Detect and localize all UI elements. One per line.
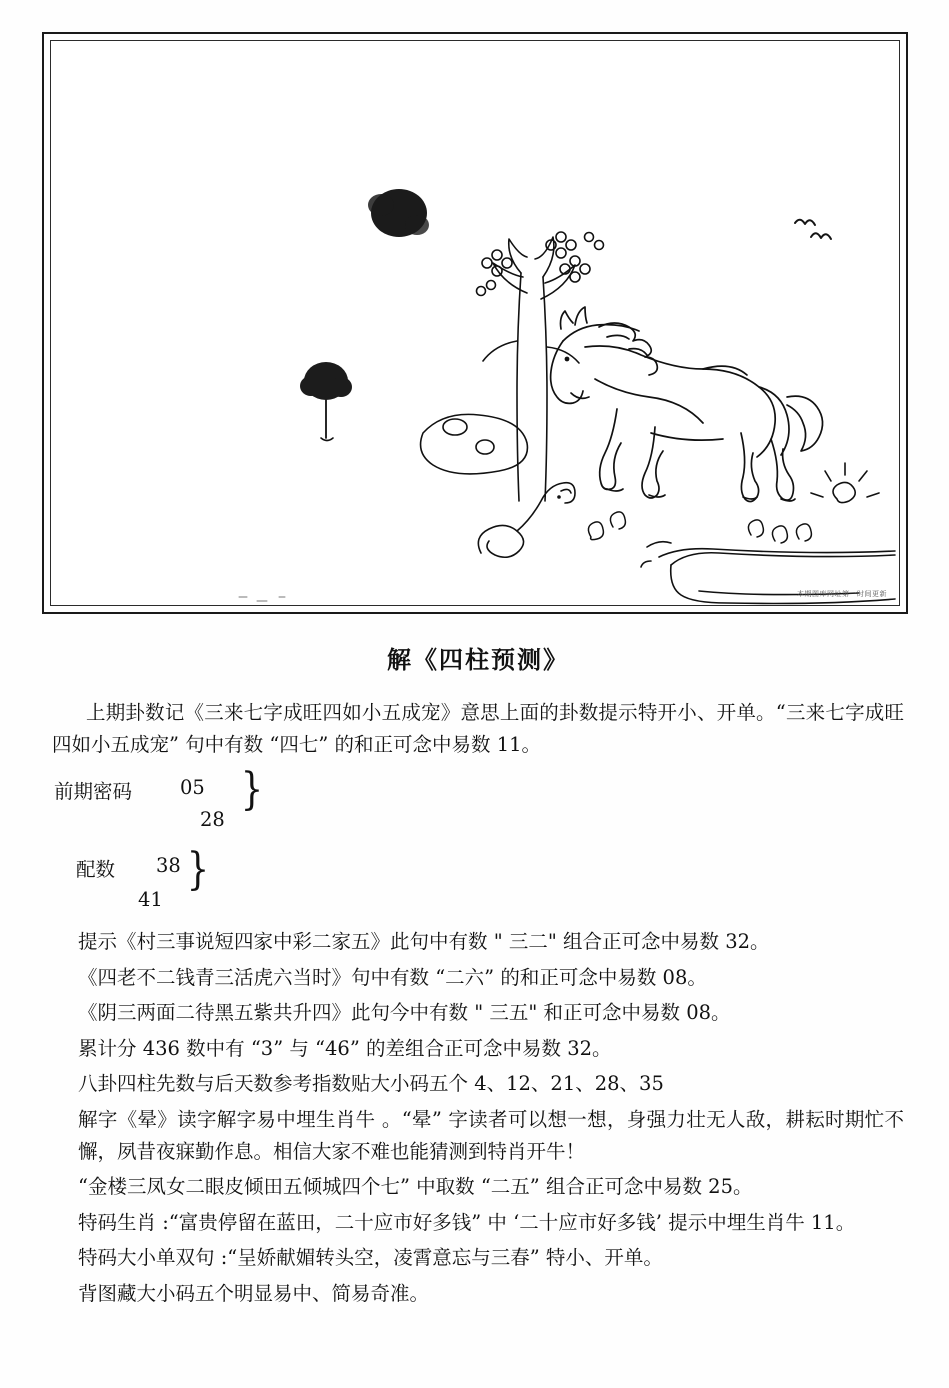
illustration-canvas	[50, 40, 900, 606]
figure-watermark: 本期图库网址第一时间更新	[797, 590, 887, 598]
paragraph-3: 《四老不二钱青三活虎六当时》句中有数 “二六” 的和正可念中易数 08。	[78, 965, 707, 989]
paragraph-2: 提示《村三事说短四家中彩二家五》此句中有数 " 三二" 组合正可念中易数 32。	[78, 930, 770, 954]
grass-sprouts	[588, 512, 811, 543]
cipher-block-pairing	[52, 844, 904, 920]
cipher-label-previous: 前期密码	[54, 780, 133, 804]
paragraph-7: 解字《晕》读字解字易中埋生肖牛 。“晕” 字读者可以想一想，身强力壮无人敌，耕耘时期忙不懈，夙昔夜寐勤作息。相信大家不难也能猜测到特肖开牛！	[78, 1108, 904, 1163]
brace-glyph-previous: }	[240, 764, 264, 816]
burst-icon	[811, 463, 879, 503]
small-tree-icon	[300, 362, 352, 441]
page-title: 解《四柱预测》	[387, 645, 569, 674]
rock-shape	[421, 414, 528, 474]
cipher-number-top-pairing: 38	[156, 854, 181, 878]
cipher-number-bottom-previous: 28	[200, 808, 225, 832]
paragraph-9: 特码生肖 :“富贵停留在蓝田，二十应市好多钱” 中 ‘二十应市好多钱’ 提示中埋生肖牛 11。	[78, 1210, 856, 1234]
paragraph-5: 累计分 436 数中有 “3” 与 “46” 的差组合正可念中易数 32。	[78, 1036, 612, 1060]
snake-figure	[478, 483, 575, 558]
paragraph-1: 上期卦数记《三来七字成旺四如小五成宠》意思上面的卦数提示特开小、开单。“三来七字成旺四如小五成宠” 句中有数 “四七” 的和正可念中易数 11。	[52, 701, 904, 756]
birds-icon	[795, 220, 831, 239]
paragraph-11: 背图藏大小码五个明显易中、简易奇准。	[78, 1281, 430, 1305]
paragraph-4: 《阴三两面二待黑五紫共升四》此句今中有数 " 三五" 和正可念中易数 08。	[78, 1001, 731, 1025]
horse-scene-drawing	[51, 41, 900, 606]
paragraph-8: “金楼三凤女二眼皮倾田五倾城四个七” 中取数 “二五” 组合正可念中易数 25。	[78, 1175, 753, 1199]
ground-speckles	[239, 597, 285, 601]
paragraph-6: 八卦四柱先数与后天数参考指数贴大小码五个 4、12、21、28、35	[78, 1072, 664, 1096]
brace-glyph-pairing: }	[186, 844, 210, 896]
flowering-tree	[477, 232, 604, 501]
cipher-label-pairing: 配数	[76, 858, 116, 882]
dark-blob-icon	[368, 189, 429, 237]
illustration-frame	[42, 32, 908, 614]
article-body	[52, 640, 904, 1314]
horse-figure	[551, 307, 823, 502]
cipher-block-previous	[52, 764, 904, 840]
cipher-number-bottom-pairing: 41	[138, 888, 163, 912]
paragraph-10: 特码大小单双句 :“呈娇献媚转头空，凌霄意忘与三春” 特小、开单。	[78, 1246, 663, 1270]
cipher-number-top-previous: 05	[180, 776, 205, 800]
